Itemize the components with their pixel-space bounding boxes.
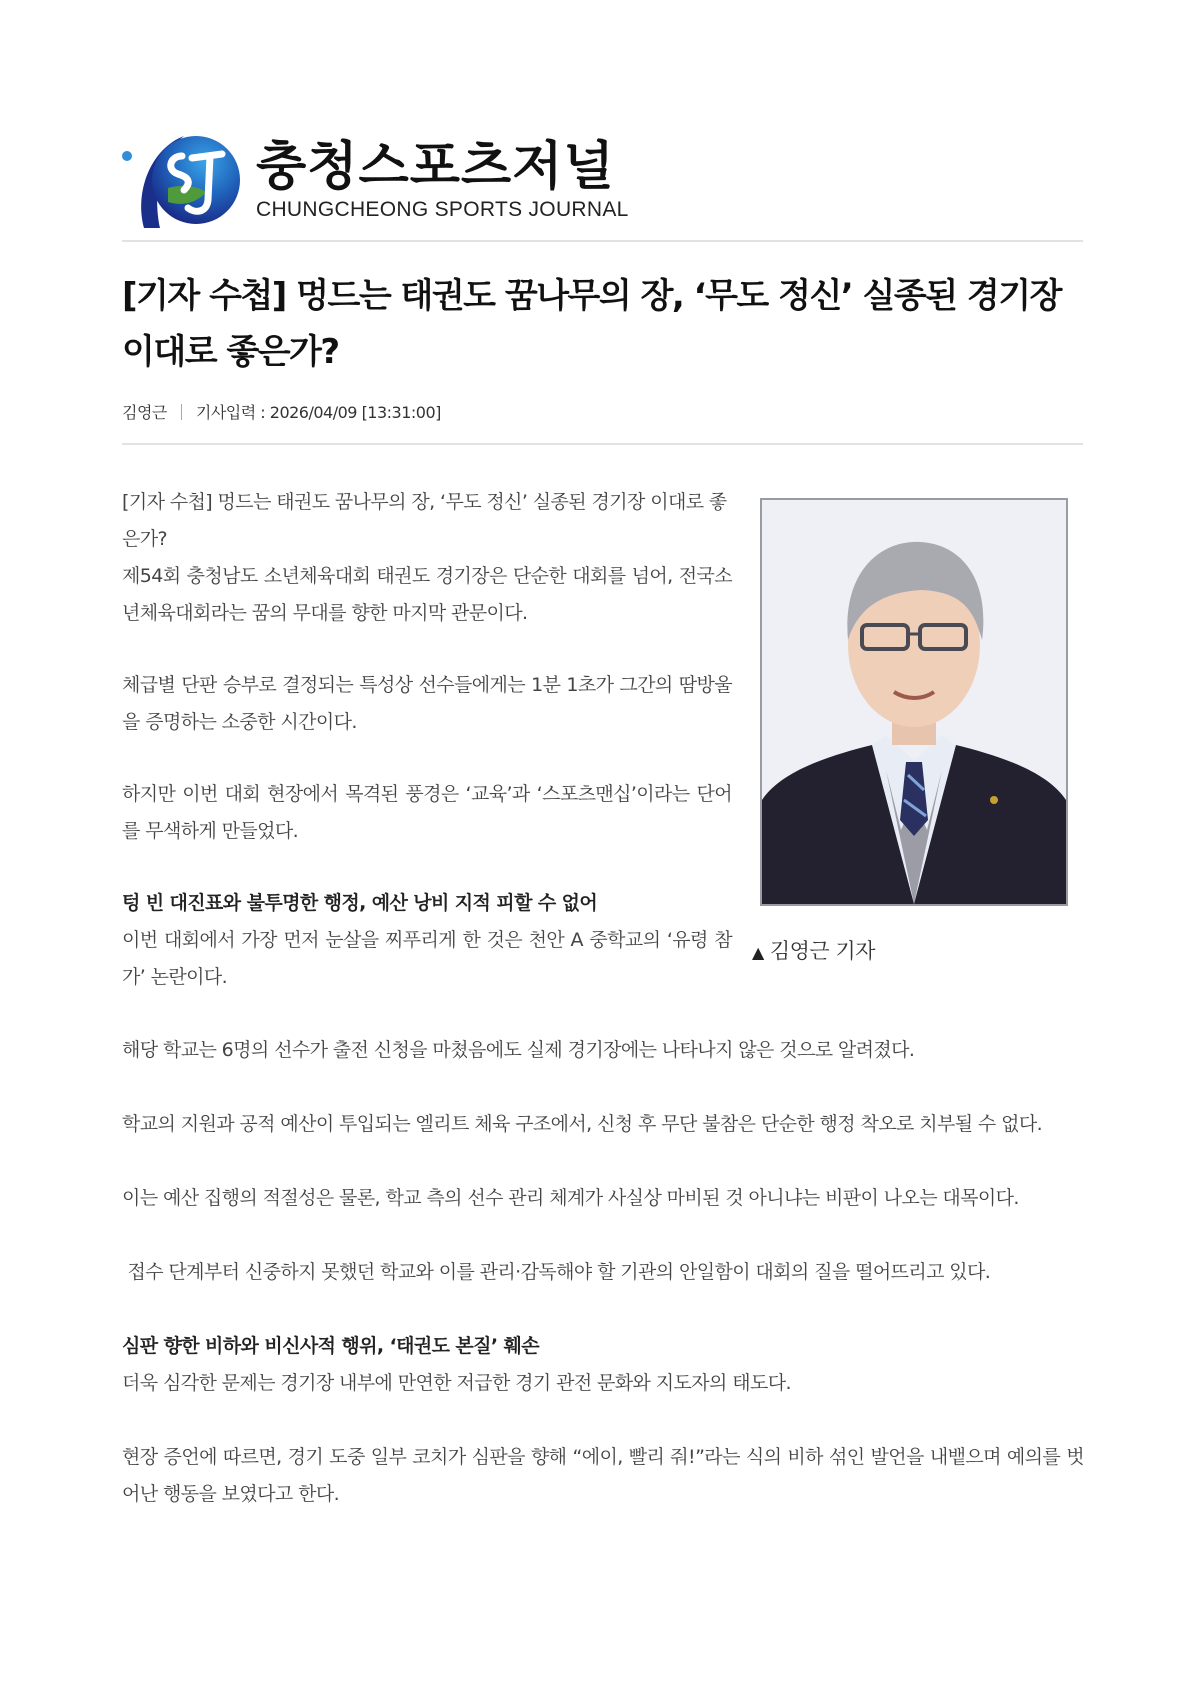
logo-title-ko: 충청스포츠저널 xyxy=(256,137,615,197)
reporter-photo[interactable] xyxy=(760,498,1068,906)
site-logo[interactable] xyxy=(122,130,642,230)
paragraph: [기자 수첩] 멍드는 태권도 꿈나무의 장, ‘무도 정신’ 실종된 경기장 이대로 좋은가? xyxy=(122,491,727,550)
meta-divider xyxy=(122,443,1083,445)
paragraph: 체급별 단판 승부로 결정되는 특성상 선수들에게는 1분 1초가 그간의 땀방울을 증명하는 소중한 시간이다. xyxy=(122,674,732,733)
photo-caption-text: 김영근 기자 xyxy=(769,939,875,963)
paragraph: 해당 학교는 6명의 선수가 출전 신청을 마쳤음에도 실제 경기장에는 나타나지 않은 것으로 알려졌다. xyxy=(122,1039,915,1061)
triangle-up-icon: ▲ xyxy=(752,943,764,962)
paragraph: 하지만 이번 대회 현장에서 목격된 풍경은 ‘교육’과 ‘스포츠맨십’이라는 단어를 무색하게 만들었다. xyxy=(122,783,732,842)
section-heading: 심판 향한 비하와 비신사적 행위, ‘태권도 본질’ 훼손 xyxy=(122,1335,540,1357)
article-body-full xyxy=(122,1032,1084,1513)
article-title: [기자 수첩] 멍드는 태권도 꿈나무의 장, ‘무도 정신’ 실종된 경기장 이대로 좋은가? xyxy=(122,276,1061,372)
logo-emblem-icon xyxy=(122,130,242,230)
paragraph: 이는 예산 집행의 적절성은 물론, 학교 측의 선수 관리 체계가 사실상 마비된 것 아니냐는 비판이 나오는 대목이다. xyxy=(122,1187,1019,1209)
section-heading: 텅 빈 대진표와 불투명한 행정, 예산 낭비 지적 피할 수 없어 xyxy=(122,892,598,914)
paragraph: 이번 대회에서 가장 먼저 눈살을 찌푸리게 한 것은 천안 A 중학교의 ‘유령 참가’ 논란이다. xyxy=(122,929,732,988)
logo-title-en: CHUNGCHEONG SPORTS JOURNAL xyxy=(256,198,629,221)
header-divider xyxy=(122,240,1083,242)
paragraph: 학교의 지원과 공적 예산이 투입되는 엘리트 체육 구조에서, 신청 후 무단 불참은 단순한 행정 착오로 치부될 수 없다. xyxy=(122,1113,1043,1135)
published-date: 기사입력 : 2026/04/09 [13:31:00] xyxy=(195,403,441,422)
paragraph: 제54회 충청남도 소년체육대회 태권도 경기장은 단순한 대회를 넘어, 전국소년체육대회라는 꿈의 무대를 향한 마지막 관문이다. xyxy=(122,565,732,624)
article-meta xyxy=(122,400,441,423)
paragraph: 접수 단계부터 신중하지 못했던 학교와 이를 관리·감독해야 할 기관의 안일함이 대회의 질을 떨어뜨리고 있다. xyxy=(122,1261,991,1283)
paragraph: 현장 증언에 따르면, 경기 도중 일부 코치가 심판을 향해 “에이, 빨리 줘!”라는 식의 비하 섞인 발언을 내뱉으며 예의를 벗어난 행동을 보였다고 한다. xyxy=(122,1446,1084,1505)
photo-caption xyxy=(752,935,875,965)
meta-separator xyxy=(181,404,182,420)
reporter-portrait-icon xyxy=(762,500,1066,904)
paragraph: 더욱 심각한 문제는 경기장 내부에 만연한 저급한 경기 관전 문화와 지도자의 태도다. xyxy=(122,1372,791,1394)
article-body-column xyxy=(122,484,732,996)
author-name[interactable]: 김영근 xyxy=(122,403,167,422)
